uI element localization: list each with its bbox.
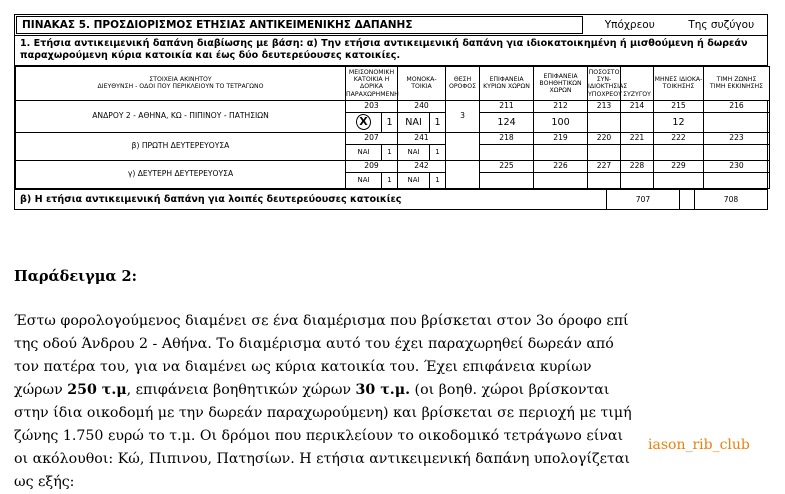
- paragraph-part-3: (οι βοηθ. χώροι βρίσκονται στην ίδια οικοδομή με την δωρεάν παραχωρούμενη) και βρίσκεται σε περιοχή με τιμή ζώνης 1.750 ευρώ το τ.μ. Οι δρόμοι που περικλείουν το οικοδομικό τετράγωνο είναι οι ακόλουθοι: Κώ, Πιπινου, Πατησίων. Η ετήσια αντικειμενική δαπάνη υπολογίζεται ως εξής:: [14, 382, 632, 490]
- checkbox-mark-x: Χ: [359, 115, 368, 129]
- code-211: 211: [480, 100, 534, 112]
- code-223: 223: [704, 132, 770, 144]
- second-secondary-ownership-spouse[interactable]: [621, 172, 654, 188]
- header-months-text: ΜΗΝΕΣ ΙΔΙΟΚΑ-ΤΟΙΚΗΣΗΣ: [654, 76, 703, 91]
- code-240: 240: [398, 100, 446, 112]
- paragraph-bold-aux-area: 30 τ.μ.: [355, 382, 411, 398]
- first-secondary-months[interactable]: [654, 144, 704, 160]
- header-main-area-text: ΕΠΙΦΑΝΕΙΑ ΚΥΡΙΩΝ ΧΩΡΩΝ: [483, 76, 530, 91]
- section-1-text: 1. Ετήσια αντικειμενική δαπάνη διαβίωσης με βάση: α) Την ετήσια αντικειμενική δαπάνη για ιδιοκατοικημένη ή μισθούμενη ή δωρεάν παραχωρούμενη κύρια κατοικία και έως δύο δευτερεύουσες κατοικίες.: [20, 38, 748, 61]
- second-secondary-single-yes: ΝΑΙ: [398, 172, 430, 188]
- first-secondary-ownership-spouse[interactable]: [621, 144, 654, 160]
- code-207: 207: [346, 132, 398, 144]
- code-242: 242: [398, 160, 446, 172]
- code-226: 226: [534, 160, 588, 172]
- second-secondary-floor[interactable]: [446, 160, 480, 188]
- form-title: ΠΙΝΑΚΑΣ 5. ΠΡΟΣΔΙΟΡΙΣΜΟΣ ΕΤΗΣΙΑΣ ΑΝΤΙΚΕΙΜΕΝΙΚΗΣ ΔΑΠΑΝΗΣ: [16, 16, 583, 34]
- header-ownership-owner-text: ΥΠΟΧΡΕΟΥ: [588, 90, 622, 98]
- header-single: [398, 66, 446, 100]
- code-228: 228: [621, 160, 654, 172]
- code-212: 212: [534, 100, 588, 112]
- section-b-code-708: 708: [694, 190, 767, 209]
- main-residence-ownership-owner[interactable]: [588, 112, 621, 132]
- code-219: 219: [534, 132, 588, 144]
- code-203: 203: [346, 100, 398, 112]
- grid-header-row: [16, 66, 770, 100]
- header-ownership-owner: [588, 66, 628, 100]
- header-zone-price-text: ΤΙΜΗ ΖΩΝΗΣ: [716, 76, 757, 84]
- second-secondary-main-area[interactable]: [480, 172, 534, 188]
- header-ownership-text: ΠΟΣΟΣΤΟ ΣΥΝ-ΙΔΙΟΚΤΗΣΙΑΣ: [588, 69, 628, 91]
- first-secondary-single-yes: ΝΑΙ: [398, 144, 430, 160]
- code-218: 218: [480, 132, 534, 144]
- first-secondary-ideal-one: 1: [382, 144, 398, 160]
- header-aux-area-text: ΕΠΙΦΑΝΕΙΑ ΒΟΗΘΗΤΙΚΩΝ ΧΩΡΩΝ: [539, 72, 582, 95]
- header-aux-area: [534, 66, 588, 100]
- code-220: 220: [588, 132, 621, 144]
- example-paragraph: [14, 310, 634, 494]
- header-property: [16, 66, 346, 100]
- second-secondary-ideal-yes: ΝΑΙ: [346, 172, 382, 188]
- paragraph-bold-main-area: 250 τ.μ: [67, 382, 127, 398]
- first-secondary-zone-price[interactable]: [704, 144, 770, 160]
- first-secondary-floor[interactable]: [446, 132, 480, 160]
- section-1-description: [15, 36, 767, 66]
- main-residence-ownership-spouse[interactable]: [621, 112, 654, 132]
- section-b-text: β) Η ετήσια αντικειμενική δαπάνη για λοιπές δευτερεύουσες κατοικίες: [20, 193, 402, 205]
- column-header-taxpayer: Υπόχρεου: [604, 19, 655, 31]
- property-grid: [15, 66, 770, 189]
- header-ownership-spouse-text: ΣΥΖΥΓΟΥ: [623, 90, 651, 98]
- second-secondary-zone-price[interactable]: [704, 172, 770, 188]
- header-property-line2: ΔΙΕΥΘΥΝΣΗ - ΟΔΟΙ ΠΟΥ ΠΕΡΙΚΛΕΙΟΥΝ ΤΟ ΤΕΤΡΑΓΩΝΟ: [97, 83, 264, 91]
- main-residence-ideal-check[interactable]: [346, 112, 382, 132]
- main-residence-single-one: 1: [430, 112, 446, 132]
- main-residence-zone-price[interactable]: [704, 112, 770, 132]
- first-secondary-ownership-owner[interactable]: [588, 144, 621, 160]
- header-property-line1: ΣΤΟΙΧΕΙΑ ΑΚΙΝΗΤΟΥ: [149, 76, 212, 84]
- first-secondary-aux-area[interactable]: [534, 144, 588, 160]
- code-213: 213: [588, 100, 621, 112]
- first-secondary-ideal-yes: ΝΑΙ: [346, 144, 382, 160]
- code-225: 225: [480, 160, 534, 172]
- column-header-spouse: Της συζύγου: [688, 19, 755, 31]
- row-second-secondary-codes: [16, 160, 770, 172]
- paragraph-part-2: , επιφάνεια βοηθητικών χώρων: [126, 382, 356, 398]
- second-secondary-ideal-one: 1: [382, 172, 398, 188]
- main-residence-months[interactable]: 12: [654, 112, 704, 132]
- row-main-residence-codes: [16, 100, 770, 112]
- code-230: 230: [704, 160, 770, 172]
- header-zone-price: [704, 66, 770, 100]
- main-residence-address: ΑΝΔΡΟΥ 2 - ΑΘΗΝΑ, ΚΩ - ΠΙΠΙΝΟΥ - ΠΑΤΗΣΙΩΝ: [16, 100, 346, 132]
- main-residence-ideal-one: 1: [382, 112, 398, 132]
- header-floor-text: ΘΕΣΗ ΟΡΟΦΟΣ: [448, 76, 477, 91]
- second-secondary-aux-area[interactable]: [534, 172, 588, 188]
- header-zone-price-text-2: ΤΙΜΗ ΕΚΚΙΝΗΣΗΣ: [709, 83, 764, 91]
- code-216: 216: [704, 100, 770, 112]
- main-residence-floor: 3: [446, 100, 480, 132]
- section-b-gap: [679, 190, 694, 209]
- code-214: 214: [621, 100, 654, 112]
- header-months: [654, 66, 704, 100]
- watermark: iason_rib_club: [648, 437, 750, 453]
- first-secondary-main-area[interactable]: [480, 144, 534, 160]
- first-secondary-single-one: 1: [430, 144, 446, 160]
- second-secondary-months[interactable]: [654, 172, 704, 188]
- form-title-bar: [15, 15, 767, 36]
- row-first-secondary-codes: [16, 132, 770, 144]
- code-209: 209: [346, 160, 398, 172]
- main-residence-aux-area[interactable]: 100: [534, 112, 588, 132]
- example-title: Παράδειγμα 2:: [14, 268, 137, 285]
- code-241: 241: [398, 132, 446, 144]
- code-221: 221: [621, 132, 654, 144]
- first-secondary-label: β) ΠΡΩΤΗ ΔΕΥΤΕΡΕΥΟΥΣΑ: [16, 132, 346, 160]
- main-residence-single-yes: ΝΑΙ: [398, 112, 430, 132]
- code-227: 227: [588, 160, 621, 172]
- section-b-row: [15, 189, 767, 209]
- section-b-code-707: 707: [606, 190, 679, 209]
- header-floor: [446, 66, 480, 100]
- second-secondary-ownership-owner[interactable]: [588, 172, 621, 188]
- tax-form-table: [14, 14, 768, 210]
- second-secondary-label: γ) ΔΕΥΤΕΡΗ ΔΕΥΤΕΡΕΥΟΥΣΑ: [16, 160, 346, 188]
- header-ideal-text: ΜΕΙΣΟΝΟΜΙΚΗ ΚΑΤΟΙΚΙΑ Η ΔΟΡΙΚΑ ΠΑΡΑΧΩΡΗΜΕΝΗ: [346, 69, 399, 98]
- header-main-area: [480, 66, 534, 100]
- code-229: 229: [654, 160, 704, 172]
- header-single-text: ΜΟΝΟΚΑ-ΤΟΙΚΙΑ: [406, 76, 437, 91]
- second-secondary-single-one: 1: [430, 172, 446, 188]
- header-ideal: [346, 66, 398, 100]
- code-222: 222: [654, 132, 704, 144]
- code-215: 215: [654, 100, 704, 112]
- main-residence-main-area[interactable]: 124: [480, 112, 534, 132]
- paragraph-part-1: Έστω φορολογούμενος διαμένει σε ένα διαμέρισμα που βρίσκεται στον 3ο όροφο επί της οδού Άνδρου 2 - Αθήνα. Το διαμέρισμα αυτό του έχει παραχωρηθεί δωρεάν από τον πατέρα του, για να διαμένει ως κύρια κατοικία του. Έχει επιφάνεια κυρίων χώρων: [14, 313, 629, 398]
